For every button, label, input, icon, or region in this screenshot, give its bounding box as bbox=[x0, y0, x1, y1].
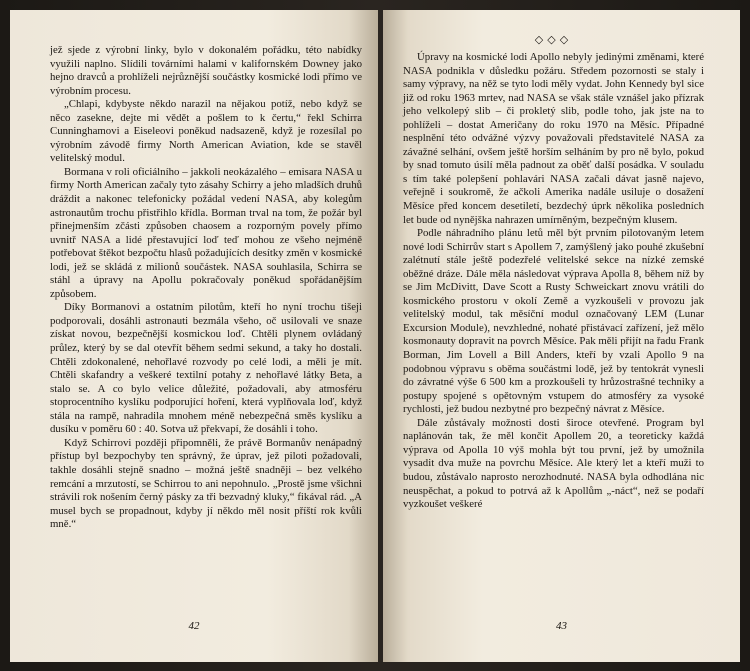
left-page-text bbox=[50, 44, 362, 532]
paragraph: jež sjede z výrobní linky, bylo v dokonalém pořádku, této nabídky využili naplno. Slídili továrními halami v kalifornském Downey jako hejno dravců a prohlíželi nejrůznější součástky kosmické lodi přímo ve výrobním procesu. bbox=[50, 44, 362, 97]
page-number: 43 bbox=[556, 620, 567, 632]
left-page bbox=[10, 10, 378, 662]
paragraph: Když Schirrovi později připomněli, že právě Bormanův nenápadný přístup byl bezpochyby ten správný, že úprav, jež piloti požadovali, takhle dosáhli stejně snadno – možná ještě snadněji – bez velkého remcání a mrzutostí, se Schirrou to ani nepohnulo. „Prostě jsme všichni strávili rok nošením černý pásky za tři bezvadný kluky,“ fikával rád. „A musel bych se propadnout, kdyby jí někdo měl nosit příští rok kvůli mně.“ bbox=[50, 436, 362, 531]
right-page-text bbox=[403, 51, 704, 512]
paragraph: Dále zůstávaly možnosti dosti široce otevřené. Program byl naplánován tak, že měl končit Apollem 20, a teoreticky každá výprava od Apolla 10 výš mohla být tou první, jež by umožnila vysadit dva muže na povrchu Měsíce. Ale který let a kteří muži to budou, zůstávalo naprosto nerozhodnuté. NASA byla odhodlána nic neuspěchat, a pokud to potrvá až k Apollům „-náct“, než se podaří vyzkoušet veškeré bbox=[403, 416, 704, 511]
section-ornament: ◇◇◇ bbox=[534, 34, 573, 46]
right-page bbox=[383, 10, 740, 662]
paragraph: Bormana v roli oficiálního – jakkoli neokázalého – emisara NASA u firmy North American začaly tyto zásahy Schirry a jeho mladších druhů dráždit a nakonec telefonicky požádal vedení NASA, aby kolegům astronautům trochu přistřihlo křídla. Borman trval na tom, že požár byl přinejmenším zčásti způsoben chaosem a rozporným povely přímo uvnitř NASA a lidé přestavující loď teď mohou ze všeho nejméně potřebovat štěkot bezpočtu hlasů požadujících desítky změn v kosmické lodi, jež se skládá z milionů součástek. NASA souhlasila, Schirra se stáhl a úpravy na Apollu pokračovaly poněkud spořádanějším způsobem. bbox=[50, 165, 362, 300]
paragraph: Úpravy na kosmické lodi Apollo nebyly jedinými změnami, které NASA podnikla v důsledku požáru. Středem pozornosti se staly i samy výpravy, na něž se tyto lodi měly vydat. John Kennedy byl sice již od roku 1963 mrtev, nad NASA se však stále vznášel jako přízrak jeho velkolepý slib – či prokletý slib, podle toho, jak jste na to pohlíželi – dostat Američany do roku 1970 na Měsíc. Případné nesplnění této odvážné výzvy považovali představitelé NASA za závažné selhání, ovšem ještě horším selháním by pro ně bylo, pokud by snad tomuto úsilí měla padnout za oběť další posádka. V souladu s tím také polepšení pohlavári NASA začali dávat jasně najevo, veřejně i soukromě, že ačkoli Amerika nadále usiluje o dosažení Měsíce před koncem desetiletí, bezdechý úprk několika posledních let bude od nynějška nahrazen umírněným, bezpečným klusem. bbox=[403, 51, 704, 226]
paragraph: Díky Bormanovi a ostatním pilotům, kteří ho nyní trochu tišeji podporovali, dosáhli astronauti bezmála všeho, oč usilovali ve snaze získat novou, bezpečnější kosmickou loď. Chtěli plynem ovládaný průlez, který by se dal otevřít během sedmi sekund, a taky ho dostali. Chtěli zdokonalené, nehořlavé rozvody po celé lodi, a měli je mít. Chtěli skafandry a veškeré textilní potahy z nehořlavé látky Beta, a stalo se. A co bylo velice důležité, požadovali, aby atmosféru stoprocentního kyslíku podporující hoření, která vyplňovala loď, když stála na rampě, nahradila mnohem méně nebezpečná směs kyslíku a dusíku v poměru 60 : 40. Sotva už překvapí, že dosáhli i toho. bbox=[50, 301, 362, 436]
paragraph: „Chlapi, kdybyste někdo narazil na nějakou potíž, nebo když se něco zasekne, dejte mi vědět a pošlem to k čertu,“ řekl Schirra Cunninghamovi a Eiseleovi poněkud nadsazeně, když je rozesílal po výrobním závodě firmy North American Aviation, kde se stavěl velitelský modul. bbox=[50, 98, 362, 165]
paragraph: Podle náhradního plánu letů měl být prvním pilotovaným letem nové lodi Schirrův start s Apollem 7, zamýšlený jako pouhé zkušební zalétnutí stále ještě podezřelé velitelské sekce na nízké zemské oběžné dráze. Dále měla následovat výprava Apolla 8, během níž by se Jim McDivitt, Dave Scott a Rusty Schweickart znovu vrátili do kosmického prostoru v okolí Země a vyzkoušeli v provozu jak velitelský modul, tak měsíční modul označovaný LEM (Lunar Excursion Module), nevzhledné, nohaté přistávací zařízení, jež mělo kosmonauty dopravit na povrch Měsíce. Pak měli přijít na řadu Frank Borman, Jim Lovell a Bill Anders, kteří by vzali Apollo 9 na podobnou výpravu s oběma součástmi lodě, jež by tentokrát vynesli do závratné výše 6 500 km a prozkoušeli ty hrůzostrašné techniky a postupy spojené s opětovným vstupem do atmosféry za vysoké rychlosti, jež budou nezbytné pro bezpečný návrat z Měsíce. bbox=[403, 227, 704, 416]
page-number: 42 bbox=[188, 620, 200, 632]
